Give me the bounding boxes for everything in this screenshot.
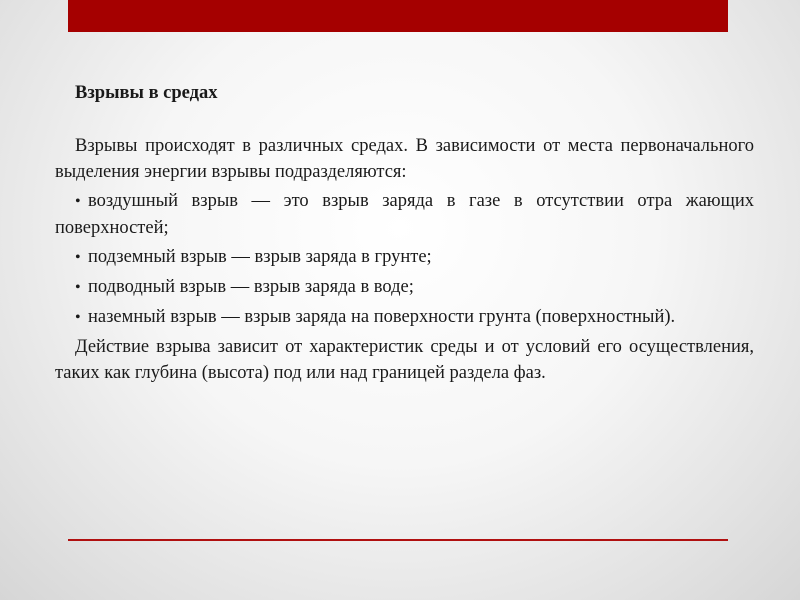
conclusion-paragraph: Действие взрыва зависит от характеристик среды и от условий его осуществления, таких как глубина (высота) под или над границей раздела фаз. (55, 337, 754, 383)
bullet-item-underground (55, 244, 754, 271)
bullet-text: подземный взрыв — взрыв заряда в грунте; (88, 247, 432, 267)
slide-heading: Взрывы в средах (75, 83, 218, 103)
intro-paragraph: Взрывы происходят в различных средах. В зависимости от места первоначального выделения энергии взрывы подразделяются: (55, 136, 754, 182)
bullet-text: подводный взрыв — взрыв заряда в воде; (88, 277, 414, 297)
bullet-icon: • (75, 309, 81, 326)
bullet-icon: • (75, 279, 81, 296)
top-accent-bar (68, 0, 728, 32)
bottom-divider (68, 539, 728, 541)
bullet-text: наземный взрыв — взрыв заряда на поверхности грунта (поверхностный). (88, 307, 676, 327)
bullet-icon: • (75, 249, 81, 266)
bullet-text: воздушный взрыв — это взрыв заряда в газе в отсутствии отра жающих поверхностей; (55, 191, 754, 238)
bullet-item-air (55, 188, 754, 241)
slide-content (55, 80, 754, 386)
bullet-item-underwater (55, 274, 754, 301)
bullet-icon: • (75, 193, 81, 210)
bullet-item-ground (55, 304, 754, 331)
